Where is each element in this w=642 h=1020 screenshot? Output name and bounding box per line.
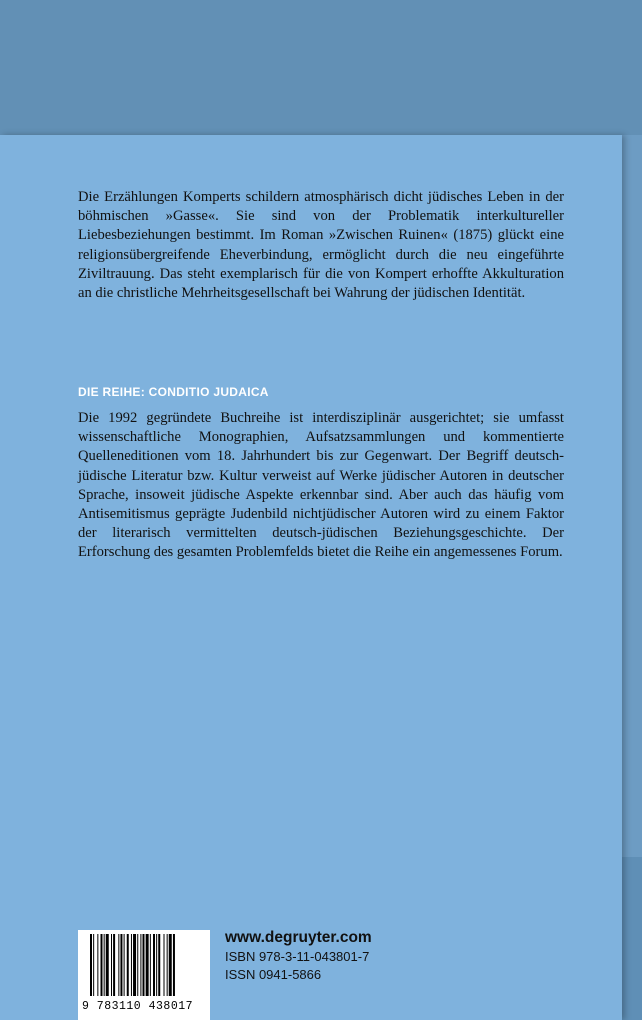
barcode-bars (78, 930, 210, 1000)
barcode-bar (93, 934, 94, 996)
book-description: Die Erzählungen Komperts schildern atmosphärisch dicht jüdisches Leben in der böhmischen »Gasse«. Sie sind von der Problematik interkultureller Liebesbeziehungen bestimmt. Im Roman »Zwischen Ruinen« (1875) glückt eine religionsübergreifende Eheverbindung, ermöglicht durch die neu eingeführte Ziviltrauung. Das steht exemplarisch für die von Kompert erhoffte Akkulturation an die christliche Mehrheitsgesellschaft bei Wahrung der jüdischen Identität. (78, 189, 564, 302)
barcode-bar (124, 934, 125, 996)
isbn-number: ISBN 978-3-11-043801-7 (225, 949, 370, 964)
barcode-bar (167, 934, 168, 996)
barcode-bar (90, 934, 92, 996)
barcode-bar (113, 934, 115, 996)
series-description: Die 1992 gegründete Buchreihe ist interdisziplinär ausgerichtet; sie umfasst wissenschaftliche Monographien, Aufsatzsammlungen und kommentierte Quelleneditionen vom 18. Jahrhundert bis zur Gegenwart. Der Begriff deutsch-jüdische Literatur bzw. Kultur verweist auf Werke jüdischer Autoren in deutscher Sprache, insoweit jüdische Aspekte erkennbar sind. Aber auch das häufig vom Antisemitismus geprägte Judenbild nichtjüdischer Autoren wird zu einem Faktor der literarisch vermittelten deutsch-jüdischen Beziehungsgeschichte. Der Erforschung des gesamten Problemfelds bietet die Reihe ein angemessenes Forum. (78, 410, 564, 561)
barcode-bar (150, 934, 151, 996)
barcode-bar (120, 934, 122, 996)
series-heading: DIE REIHE: CONDITIO JUDAICA (78, 385, 269, 399)
barcode-bar (131, 934, 132, 996)
publisher-info (225, 928, 372, 984)
barcode-bar (97, 934, 98, 996)
barcode-bar (111, 934, 112, 996)
barcode-bar (101, 934, 103, 996)
barcode-bar (158, 934, 160, 996)
barcode-digits: 9 783110 438017 (82, 1000, 194, 1013)
publisher-url[interactable]: www.degruyter.com (225, 929, 372, 946)
barcode-bar (133, 934, 136, 996)
barcode-bar (153, 934, 155, 996)
background-strip-lower (622, 857, 642, 1020)
barcode-bar (137, 934, 138, 996)
barcode-bar (164, 934, 165, 996)
barcode-bar (127, 934, 129, 996)
background-strip (622, 135, 642, 857)
barcode-bar (146, 934, 149, 996)
barcode-bar (106, 934, 109, 996)
barcode-bar (173, 934, 175, 996)
issn-number: ISSN 0941-5866 (225, 967, 322, 982)
barcode-bar (118, 934, 119, 996)
barcode-bar (143, 934, 145, 996)
barcode-bar (104, 934, 105, 996)
barcode-bar (140, 934, 141, 996)
barcode-bar (156, 934, 157, 996)
barcode-bar (169, 934, 172, 996)
isbn-barcode (78, 930, 210, 1020)
